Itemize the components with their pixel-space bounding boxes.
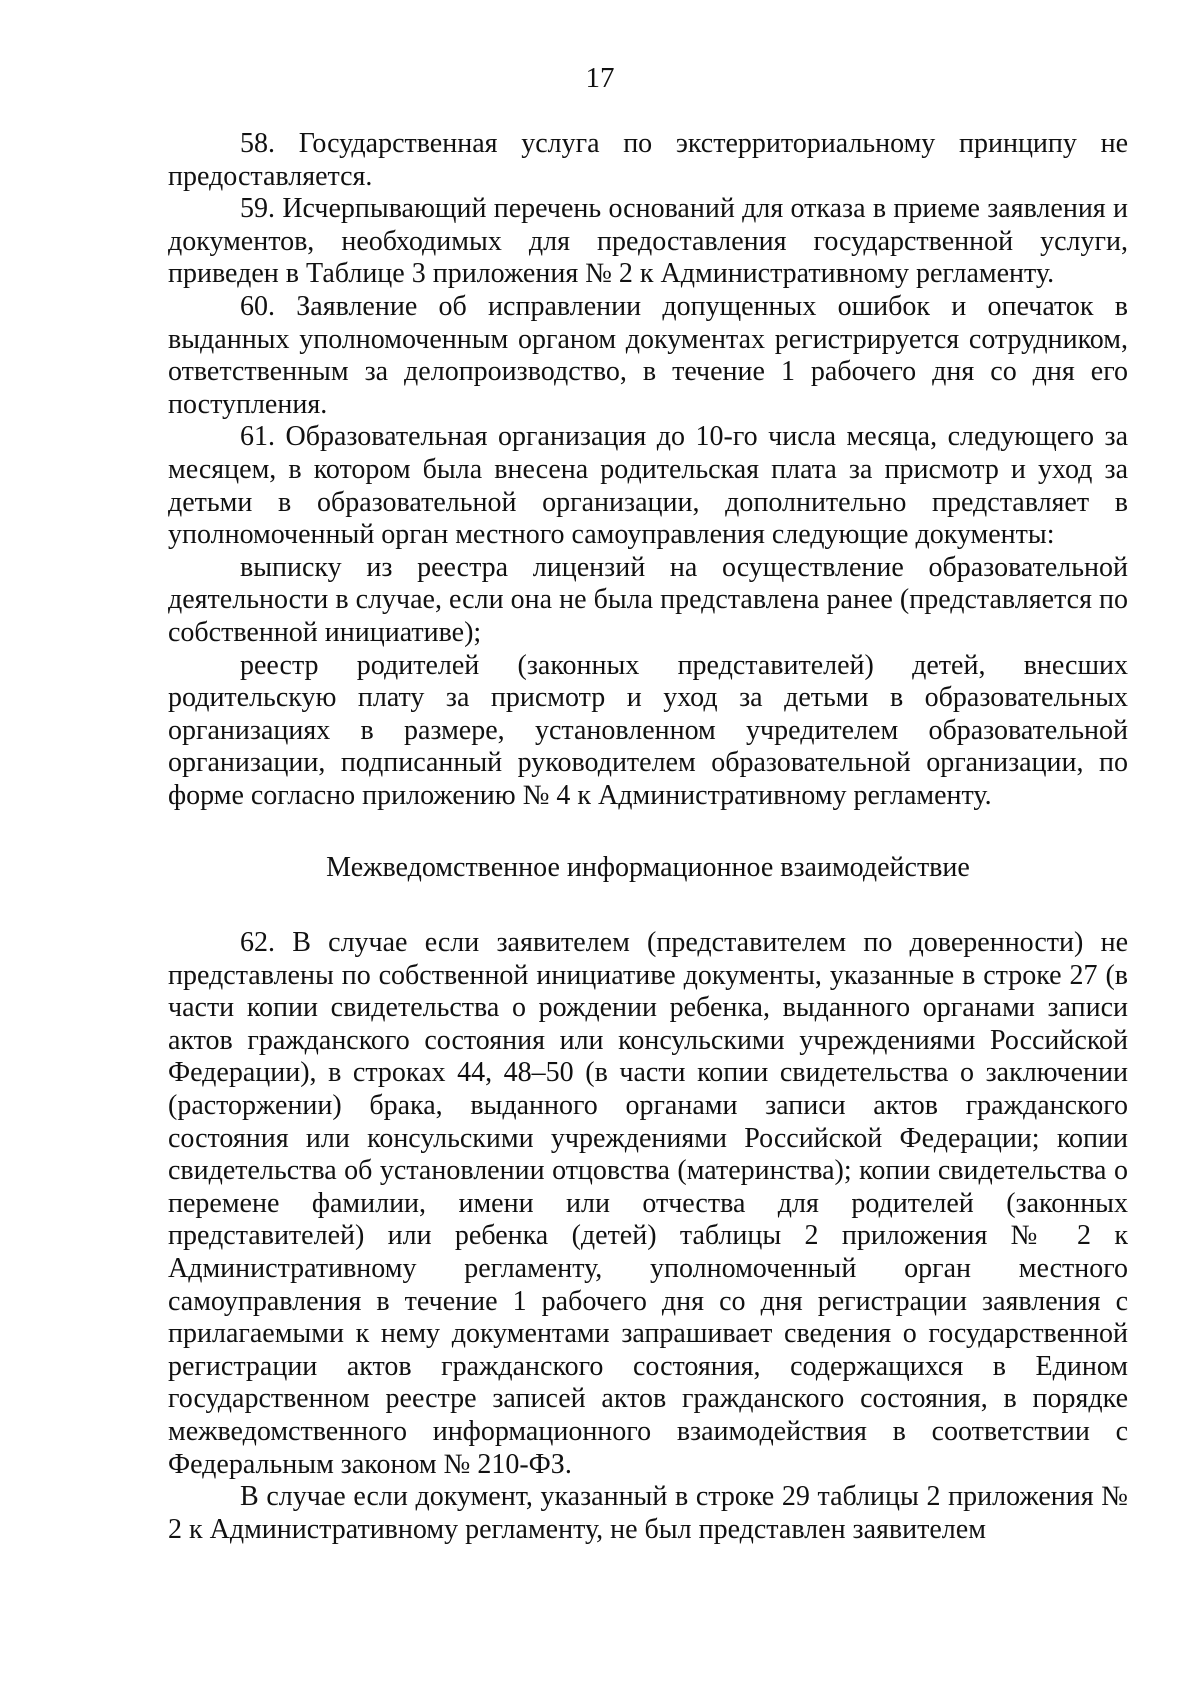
paragraph-61-item-license: выписку из реестра лицензий на осуществление образовательной деятельности в случае, если она не была представлена ранее (представляется по собственной инициативе); — [168, 551, 1128, 648]
paragraph-61-item-registry: реестр родителей (законных представителей) детей, внесших родительскую плату за присмотр и уход за детьми в образовательных организациях в размере, установленном учредителем образовательной организации, подписанный руководителем образовательной организации, по форме согласно приложению № 4 к Административному регламенту. — [168, 649, 1128, 811]
paragraph-60: 60. Заявление об исправлении допущенных ошибок и опечаток в выданных уполномоченным органом документах регистрируется сотрудником, ответственным за делопроизводство, в течение 1 рабочего дня со дня его поступления. — [168, 290, 1128, 420]
page-number: 17 — [585, 62, 615, 94]
paragraph-58: 58. Государственная услуга по экстерриториальному принципу не предоставляется. — [168, 128, 1128, 192]
paragraph-61: 61. Образовательная организация до 10-го числа месяца, следующего за месяцем, в котором была внесена родительская плата за присмотр и уход за детьми в образовательной организации, дополнительно представляет в уполномоченный орган местного самоуправления следующие документы: — [168, 421, 1128, 551]
paragraph-62: 62. В случае если заявителем (представителем по доверенности) не представлены по собственной инициативе документы, указанные в строке 27 (в части копии свидетельства о рождении ребенка, выданного органами записи актов гражданского состояния или консульскими учреждениями Российской Федерации), в строках 44, 48–50 (в части копии свидетельства о заключении (расторжении) брака, выданного органами записи актов гражданского состояния или консульскими учреждениями Российской Федерации; копии свидетельства об установлении отцовства (материнства); копии свидетельства о перемене фамилии, имени или отчества для родителей (законных представителей) или ребенка (детей) таблицы 2 приложения № 2 к Административному регламенту, уполномоченный орган местного самоуправления в течение 1 рабочего дня со дня регистрации заявления с прилагаемыми к нему документами запрашивает сведения о государственной регистрации актов гражданского состояния, содержащихся в Едином государственном реестре записей актов гражданского состояния, в порядке межведомственного информационного взаимодействия в соответствии с Федеральным законом № 210-ФЗ. — [168, 927, 1128, 1480]
paragraph-62-continuation: В случае если документ, указанный в строке 29 таблицы 2 приложения № 2 к Административному регламенту, не был представлен заявителем — [168, 1481, 1128, 1545]
paragraph-59: 59. Исчерпывающий перечень оснований для отказа в приеме заявления и документов, необходимых для предоставления государственной услуги, приведен в Таблице 3 приложения № 2 к Административному регламенту. — [168, 193, 1128, 290]
document-body — [168, 128, 1128, 1546]
section-heading: Межведомственное информационное взаимодействие — [326, 852, 970, 884]
